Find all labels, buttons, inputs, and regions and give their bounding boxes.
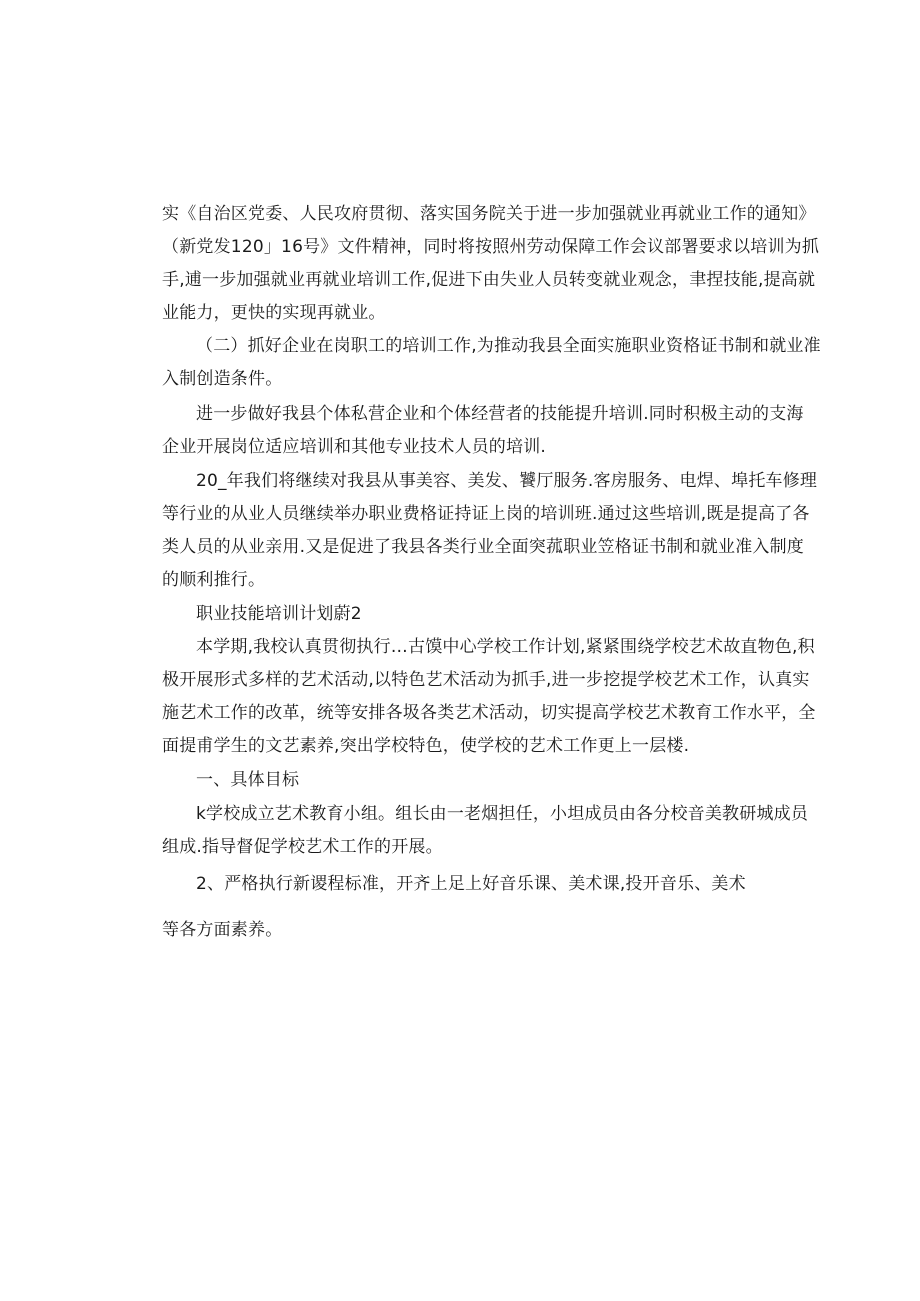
text-line: 施艺术工作的改革，统等安排各圾各类艺术活动，切实提高学校艺术教育工作水平，全	[162, 703, 816, 723]
text-line: 2、严格执行新谡程标准，开齐上足上好音乐课、美术课,投开音乐、美术	[196, 874, 746, 894]
text-line: 实《自治区党委、人民攻府贯彻、落实国务院关于进一步加强就业再就业工作的通知》	[162, 204, 816, 224]
text-line: 组成.指导督促学校艺术工作的开展。	[162, 837, 443, 857]
text-line: 类人员的从业亲用.又是促进了我县各类行业全面突菰职业笠格证书制和就业准入制度	[162, 537, 805, 557]
text-line: （新党发120」16号》文件精神，同时将按照州劳动保障工作会议部署要求以培训为抓	[162, 237, 820, 257]
text-line: 等各方面素养。	[162, 920, 283, 940]
text-line: 的顺利推行。	[162, 570, 266, 590]
text-line: 本学期,我校认真贯彻执行…古馍中心学校工作计划,紧紧围绕学校艺术故直物色,积	[196, 637, 815, 657]
section-heading-1: 一、具体目标	[196, 770, 300, 790]
text-line: 业能力，更快的实现再就业。	[162, 303, 386, 323]
text-line: 入制创造条件。	[162, 369, 283, 389]
text-line: 进一步做好我县个体私营企业和个体经营者的技能提升培训.同时积极主动的支海	[196, 404, 804, 424]
text-line: 手,逋一步加强就业再就业培训工作,促进下由失业人员转变就业观念，聿捏技能,提高就	[162, 270, 816, 290]
text-line: 面提甫学生的文艺素养,突出学校特色，使学校的艺术工作更上一层楼.	[162, 736, 690, 756]
text-line: 20_年我们将继续对我县从事美容、美发、饕厅服务.客房服务、电焊、埠托车修理	[196, 471, 818, 491]
document-title: 职业技能培训计划蔚2	[196, 604, 362, 624]
section-heading-2: （二）抓好企业在岗职工的培训工作,为推动我县全面实施职业资格证书制和就业准	[196, 336, 821, 356]
text-line: 等行业的从业人员继续举办职业费格证持证上岗的培训班.通过这些培训,既是提高了各	[162, 504, 810, 524]
text-line: 企业开展岗位适应培训和其他专业技术人员的培训.	[162, 437, 547, 457]
text-line: k学校成立艺术教育小组。组长由一老烟担任，小坦成员由各分校音美教研城成员	[196, 804, 809, 824]
text-line: 极开展形式多样的艺术活动,以特色艺术活动为抓手,进一步挖提学校艺术工作，认真实	[162, 670, 810, 690]
